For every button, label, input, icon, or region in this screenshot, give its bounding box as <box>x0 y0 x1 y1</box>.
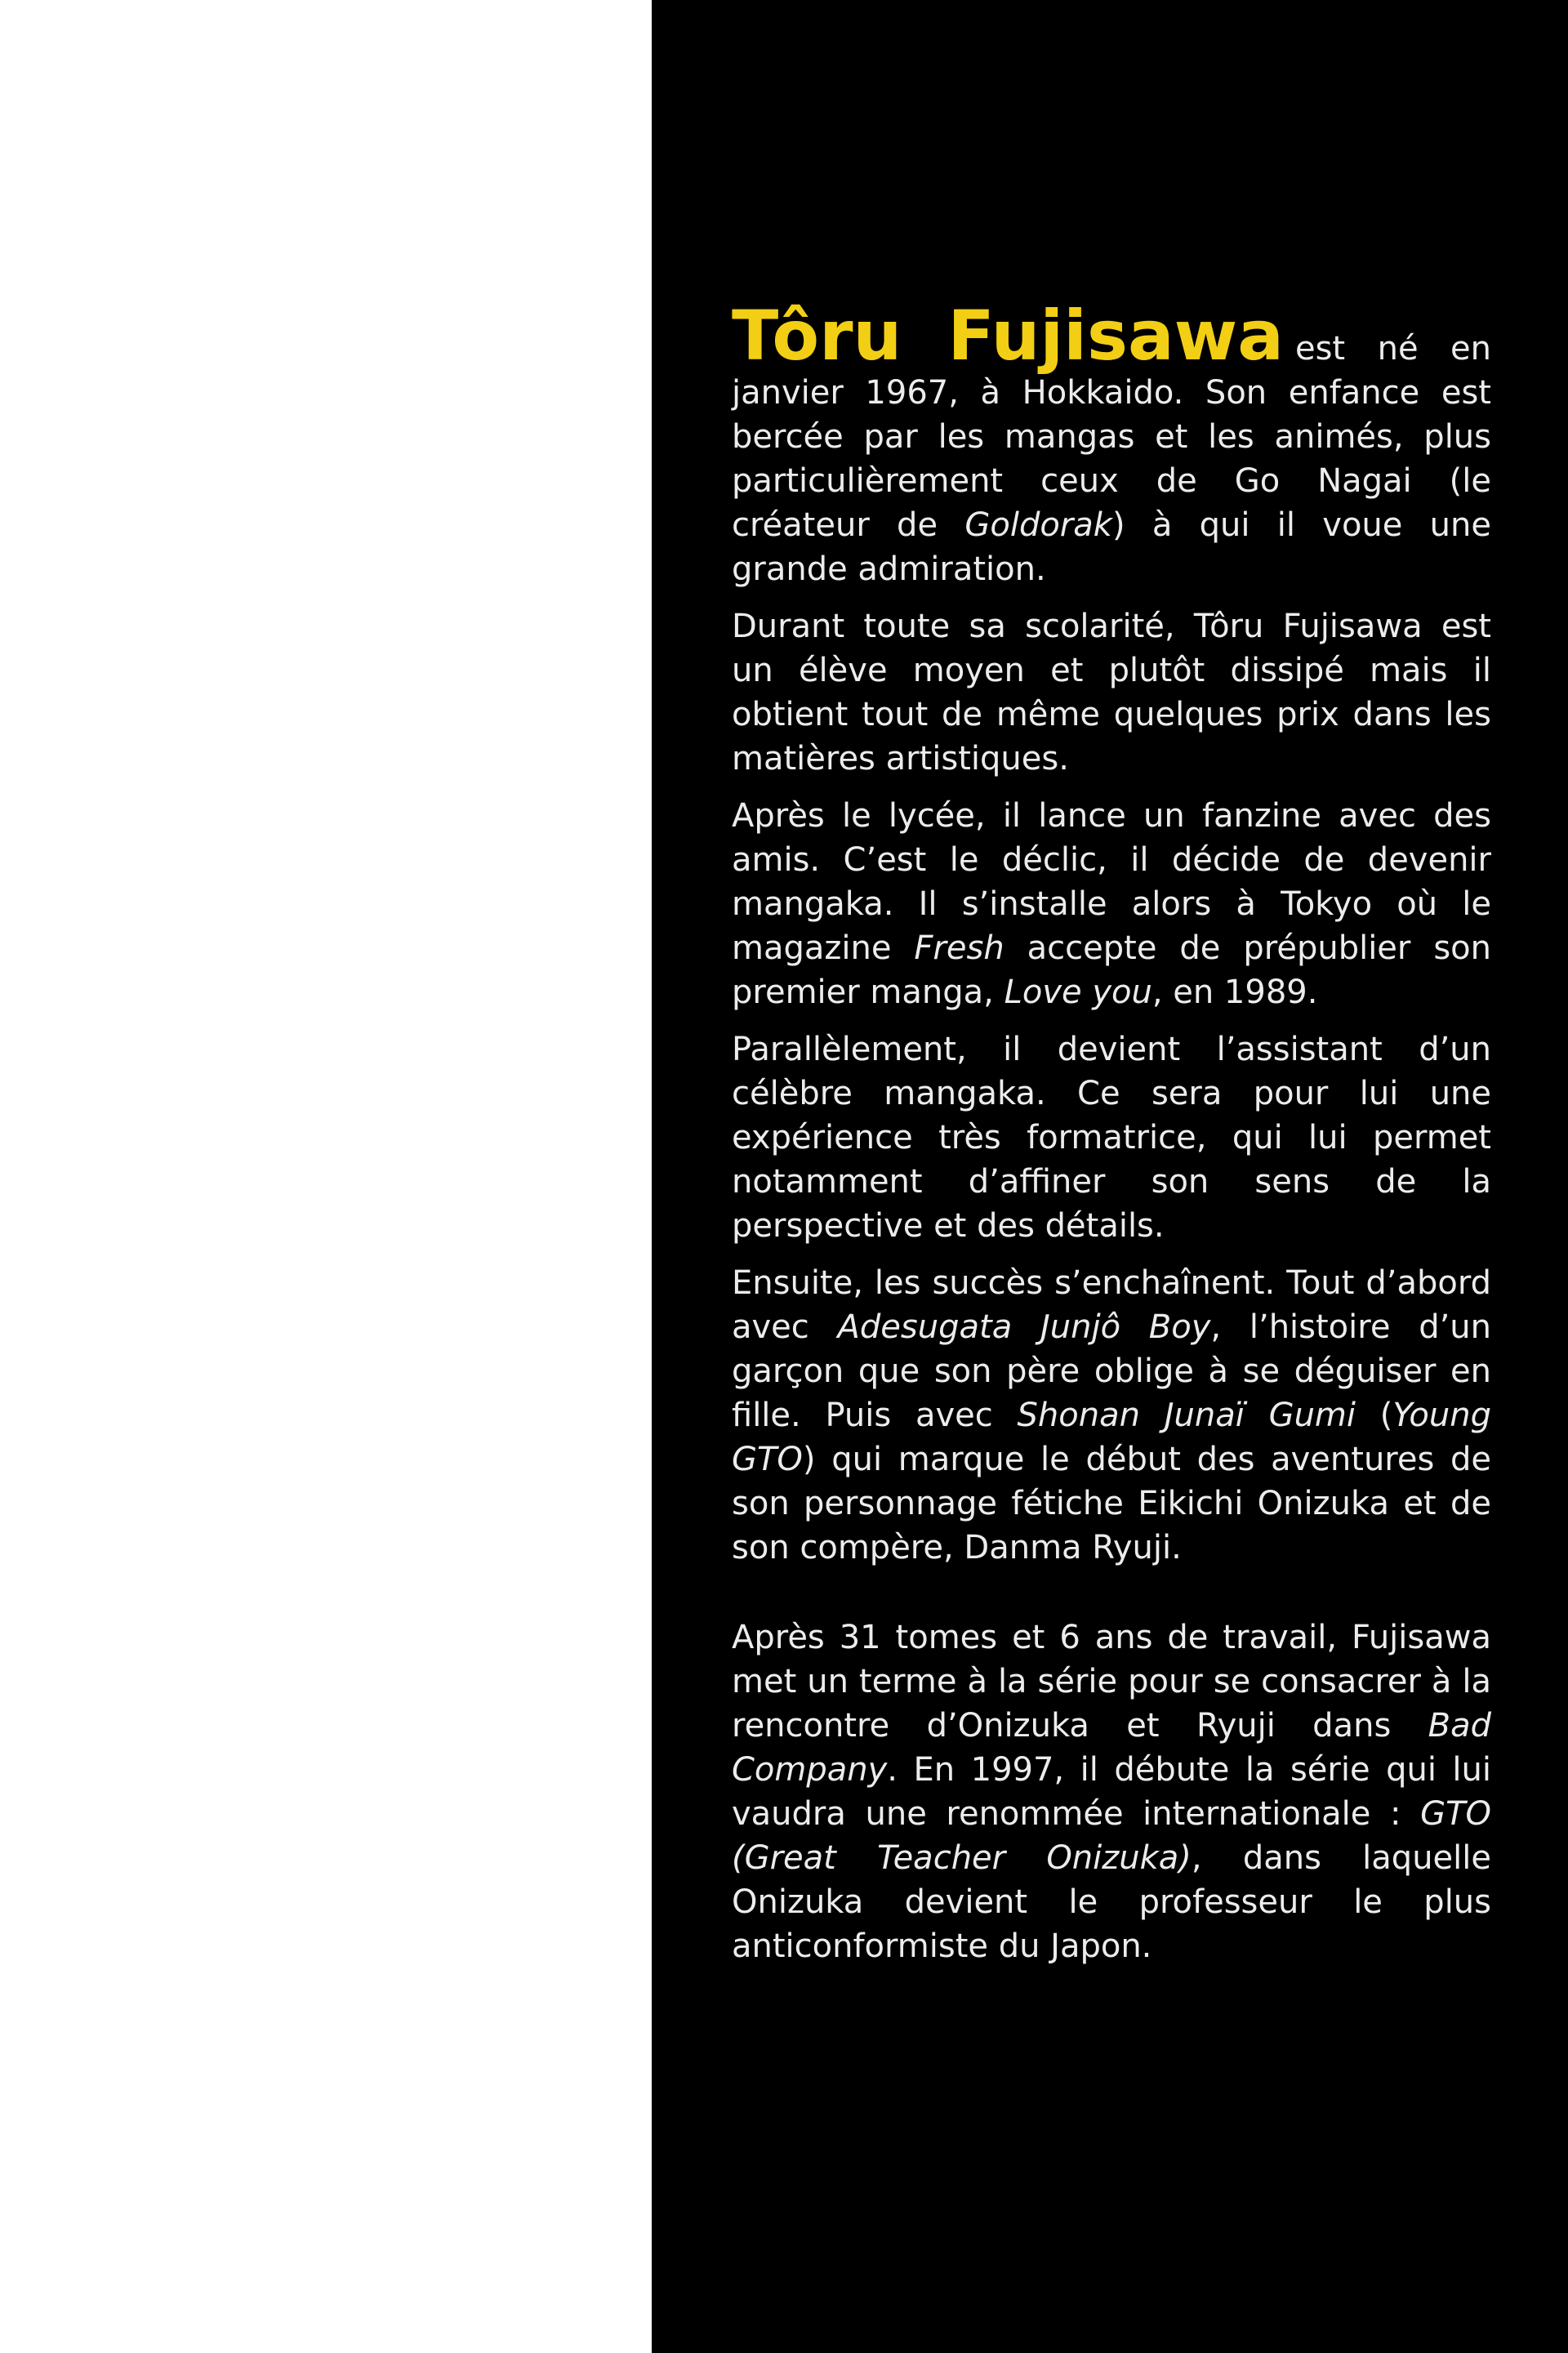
work-title: Love you <box>1004 974 1152 1011</box>
work-title: Shonan Junaï Gumi <box>1017 1397 1356 1434</box>
work-title: Bad Company <box>732 1707 1491 1789</box>
bio-paragraph-6 <box>732 1615 1491 1968</box>
bio-paragraph-3 <box>732 794 1491 1014</box>
bio-text: ) à qui il voue une grande admiration. <box>732 506 1491 588</box>
work-title: Goldorak <box>964 506 1112 544</box>
magazine-title: Fresh <box>914 929 1004 967</box>
bio-text: Après 31 tomes et 6 ans de travail, Fujisawa met un terme à la série pour se consacrer à la rencontre d’Onizuka et Ryuji dans <box>732 1619 1491 1745</box>
bio-text: ( <box>1356 1397 1393 1434</box>
work-title: Adesugata Junjô Boy <box>837 1308 1211 1346</box>
bio-text: Après le lycée, il lance un fanzine avec des amis. C’est le déclic, il décide de devenir mangaka. Il s’installe alors à Tokyo où le magazine <box>732 797 1491 967</box>
bio-text: Parallèlement, il devient l’assistant d’un célèbre mangaka. Ce sera pour lui une expérience très formatrice, qui lui permet notamment d’affiner son sens de la perspective et des détails. <box>732 1031 1491 1245</box>
bio-paragraph-1 <box>732 296 1492 591</box>
bio-text: accepte de prépublier son premier manga, <box>732 929 1491 1011</box>
bio-text: . En 1997, il débute la série qui lui vaudra une renommée internationale : <box>732 1751 1491 1833</box>
bio-text: , en 1989. <box>1152 974 1318 1011</box>
bio-paragraph-2 <box>732 604 1491 781</box>
bio-paragraph-4 <box>732 1027 1491 1248</box>
author-name: Tôru Fujisawa <box>732 296 1284 376</box>
bio-text: Ensuite, les succès s’enchaînent. Tout d’abord avec <box>732 1264 1491 1346</box>
work-title: GTO (Great Teacher Onizuka) <box>732 1795 1491 1877</box>
work-title: Young GTO <box>732 1397 1491 1478</box>
bio-paragraph-5 <box>732 1261 1491 1570</box>
bio-text: , l’histoire d’un garçon que son père oblige à se déguiser en fille. Puis avec <box>732 1308 1492 1434</box>
bio-text: est né en janvier 1967, à Hokkaido. Son enfance est bercée par les mangas et les animés, plus particulièrement ceux de Go Nagai (le créateur de <box>732 330 1492 544</box>
bio-text: Durant toute sa scolarité, Tôru Fujisawa est un élève moyen et plutôt dissipé mais il obtient tout de même quelques prix dans les matières artistiques. <box>732 608 1491 778</box>
blank-left-panel <box>0 0 652 2353</box>
bio-text: ) qui marque le début des aventures de son personnage fétiche Eikichi Onizuka et de son compère, Danma Ryuji. <box>732 1441 1491 1566</box>
bio-text: , dans laquelle Onizuka devient le professeur le plus anticonformiste du Japon. <box>732 1839 1491 1965</box>
author-biography <box>732 296 1492 1981</box>
